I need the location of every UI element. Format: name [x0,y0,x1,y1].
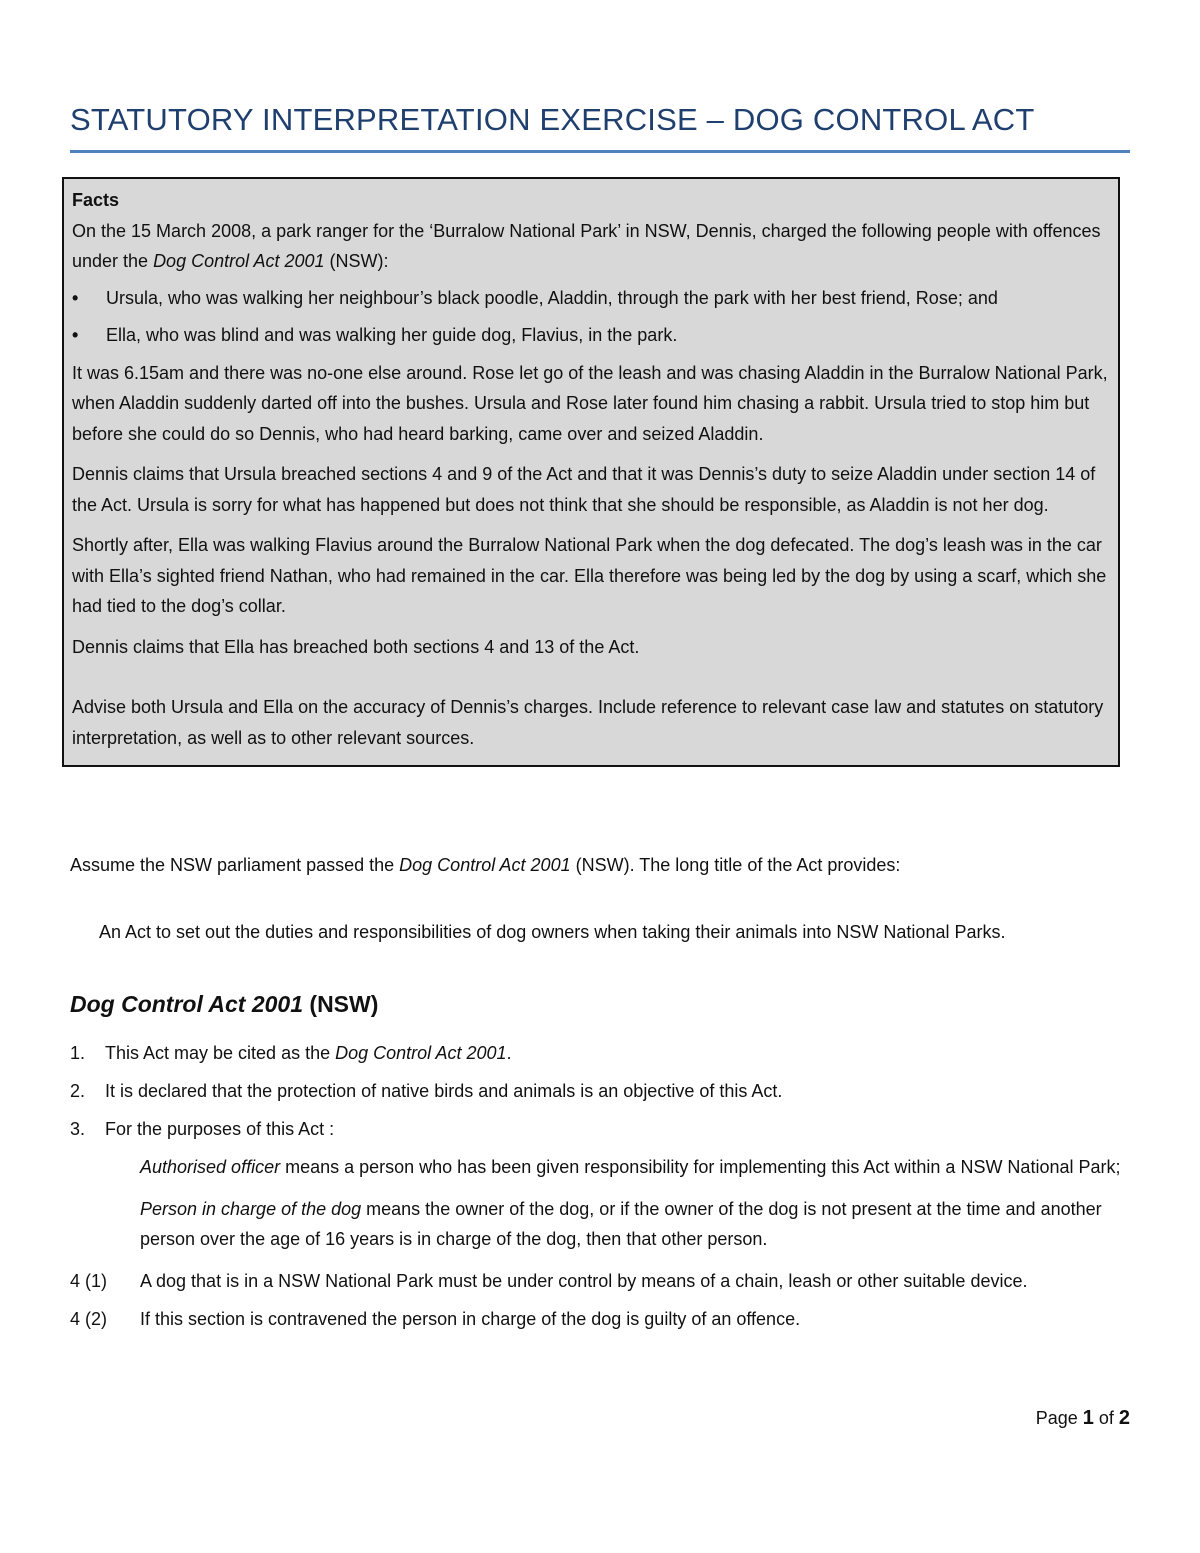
act-subsection-text: If this section is contravened the person in charge of the dog is guilty of an offence. [140,1309,801,1329]
facts-heading: Facts [72,190,120,210]
facts-opening-act-name: Dog Control Act 2001 [153,251,325,271]
current-page-number: 1 [1082,1407,1094,1429]
page-number [1036,1405,1130,1431]
intro-act-name: Dog Control Act 2001 [399,855,571,875]
act-heading [70,988,378,1020]
act-section-text [105,1038,1130,1068]
act-section-number: 1. [70,1043,86,1063]
act-section-text-italic: Dog Control Act 2001 [335,1043,507,1063]
intro-after: (NSW). The long title of the Act provides: [570,855,901,875]
document-page [70,100,1130,1500]
page-of-label: of [1093,1408,1119,1428]
act-section-row [70,1038,1130,1068]
act-section-number: 3. [70,1119,86,1139]
definition-meaning: means the owner of the dog, or if the owner of the dog is not present at the time and another person over the age of 16 years is in charge of the dog, then that other person. [140,1199,1102,1249]
act-section-row [70,1076,1130,1106]
definition-item [140,1194,1130,1254]
act-subsection-text: A dog that is in a NSW National Park must be under control by means of a chain, leash or other suitable device. [140,1271,1028,1291]
act-section-text-after: . [506,1043,512,1063]
act-subsection-number: 4 (1) [70,1271,108,1291]
total-page-number: 2 [1118,1407,1130,1429]
facts-bullet-list [72,283,1110,351]
act-heading-italic: Dog Control Act 2001 [70,991,304,1017]
intro-paragraph [70,850,1130,880]
act-section-text: For the purposes of this Act : [105,1119,335,1139]
document-title: STATUTORY INTERPRETATION EXERCISE – DOG CONTROL ACT [70,100,1130,153]
facts-paragraph: Shortly after, Ella was walking Flavius around the Burralow National Park when the dog defecated. The dog’s leash was in the car with Ella’s sighted friend Nathan, who had remained in the car. Ella therefore was being led by the dog by using a scarf, which she had tied to the dog’s collar. [72,535,1107,616]
definition-term: Person in charge of the dog [140,1199,362,1219]
page-label: Page [1035,1408,1083,1428]
act-section-text: It is declared that the protection of native birds and animals is an objective of this Act. [105,1081,783,1101]
act-section-text-before: This Act may be cited as the [105,1043,336,1063]
act-sections [70,1038,1130,1342]
intro-before: Assume the NSW parliament passed the [70,855,400,875]
facts-box [62,177,1120,767]
long-title: An Act to set out the duties and responsibilities of dog owners when taking their animals into NSW National Parks. [99,922,1006,942]
definition-term: Authorised officer [140,1157,281,1177]
definition-meaning: means a person who has been given responsibility for implementing this Act within a NSW National Park; [280,1157,1121,1177]
act-subsection-row [70,1266,1130,1296]
act-subsection-number: 4 (2) [70,1309,108,1329]
facts-paragraph: Dennis claims that Ursula breached sections 4 and 9 of the Act and that it was Dennis’s duty to seize Aladdin under section 14 of the Act. Ursula is sorry for what has happened but does not think that she should be responsible, as Aladdin is not her dog. [72,464,1096,515]
facts-bullet-item: • Ella, who was blind and was walking her guide dog, Flavius, in the park. [72,320,1110,351]
facts-opening-paragraph [72,216,1110,277]
act-heading-rest: (NSW) [303,991,379,1017]
facts-opening-after: (NSW): [324,251,389,271]
facts-opening-before: On the 15 March 2008, a park ranger for the ‘Burralow National Park’ in NSW, Dennis, charged the following people with offences under the [72,220,1101,271]
definition-item [140,1152,1130,1182]
facts-paragraph: Dennis claims that Ella has breached both sections 4 and 13 of the Act. [72,636,640,657]
act-section-number: 2. [70,1081,86,1101]
act-section-row [70,1114,1130,1144]
facts-advice-paragraph: Advise both Ursula and Ella on the accuracy of Dennis’s charges. Include reference to relevant case law and statutes on statutory interpretation, as well as to other relevant sources. [72,697,1104,748]
facts-paragraph: It was 6.15am and there was no-one else around. Rose let go of the leash and was chasing Aladdin in the Burralow National Park, when Aladdin suddenly darted off into the bushes. Ursula and Rose later found him chasing a rabbit. Ursula tried to stop him but before she could do so Dennis, who had heard barking, came over and seized Aladdin. [72,362,1108,444]
act-subsection-row [70,1304,1130,1334]
facts-bullet-item: • Ursula, who was walking her neighbour’s black poodle, Aladdin, through the park with her best friend, Rose; and [72,283,1110,314]
